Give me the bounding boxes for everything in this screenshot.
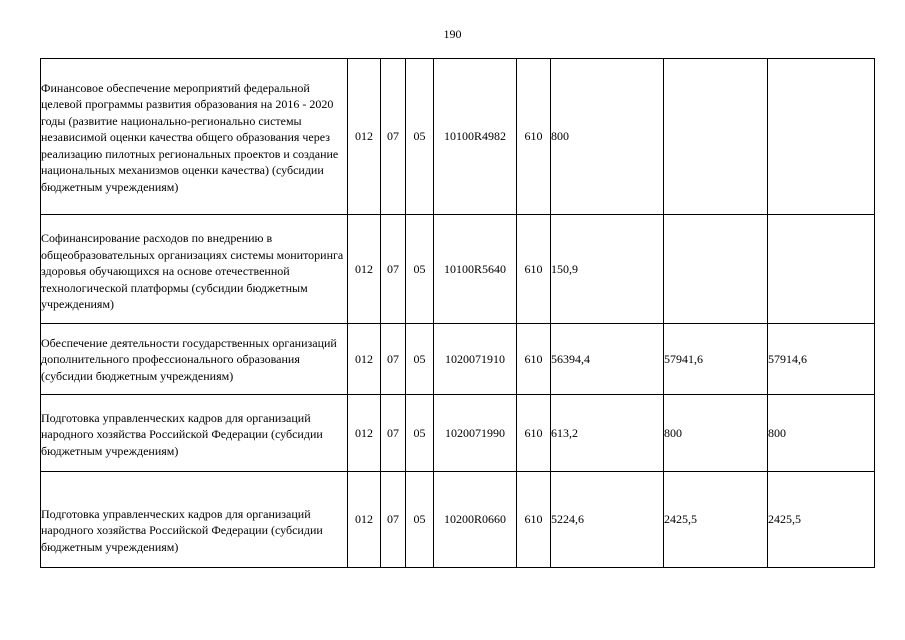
row-description: Финансовое обеспечение мероприятий федеральной целевой программы развития образования на 2016 - 2020 годы (развитие национально-регионально системы независимой оценки качества общего образования через реализацию пилотных региональных проектов и создание национальных механизмов оценки качества) (субсидии бюджетным учреждениям)	[41, 59, 348, 215]
subsection-code: 05	[406, 472, 434, 568]
ministry-code: 012	[348, 324, 381, 395]
ministry-code: 012	[348, 472, 381, 568]
amount-year-2: 57941,6	[664, 324, 768, 395]
amount-year-2	[664, 59, 768, 215]
target-article-code: 10100R4982	[434, 59, 517, 215]
amount-year-1: 800	[551, 59, 664, 215]
expense-type-code: 610	[517, 472, 551, 568]
amount-year-1: 5224,6	[551, 472, 664, 568]
subsection-code: 05	[406, 215, 434, 324]
row-description: Подготовка управленческих кадров для организаций народного хозяйства Российской Федерации (субсидии бюджетным учреждениям)	[41, 395, 348, 472]
amount-year-3	[768, 215, 875, 324]
amount-year-1: 56394,4	[551, 324, 664, 395]
amount-year-3: 57914,6	[768, 324, 875, 395]
subsection-code: 05	[406, 324, 434, 395]
amount-year-3: 800	[768, 395, 875, 472]
section-code: 07	[381, 215, 406, 324]
table-row	[41, 472, 875, 568]
target-article-code: 10200R0660	[434, 472, 517, 568]
table-row	[41, 215, 875, 324]
row-description: Обеспечение деятельности государственных организаций дополнительного профессионального образования (субсидии бюджетным учреждениям)	[41, 324, 348, 395]
page-number: 190	[443, 27, 462, 41]
expense-type-code: 610	[517, 395, 551, 472]
amount-year-2	[664, 215, 768, 324]
amount-year-1: 613,2	[551, 395, 664, 472]
row-description: Софинансирование расходов по внедрению в общеобразовательных организациях системы мониторинга здоровья обучающихся на основе отечественной технологической платформы (субсидии бюджетным учреждениям)	[41, 215, 348, 324]
target-article-code: 1020071990	[434, 395, 517, 472]
section-code: 07	[381, 59, 406, 215]
amount-year-1: 150,9	[551, 215, 664, 324]
table-row	[41, 324, 875, 395]
ministry-code: 012	[348, 59, 381, 215]
table-row	[41, 395, 875, 472]
expense-type-code: 610	[517, 215, 551, 324]
amount-year-2: 2425,5	[664, 472, 768, 568]
target-article-code: 1020071910	[434, 324, 517, 395]
amount-year-3	[768, 59, 875, 215]
expense-type-code: 610	[517, 59, 551, 215]
row-description: Подготовка управленческих кадров для организаций народного хозяйства Российской Федерации (субсидии бюджетным учреждениям)	[41, 472, 348, 568]
target-article-code: 10100R5640	[434, 215, 517, 324]
section-code: 07	[381, 472, 406, 568]
amount-year-3: 2425,5	[768, 472, 875, 568]
subsection-code: 05	[406, 59, 434, 215]
section-code: 07	[381, 395, 406, 472]
ministry-code: 012	[348, 215, 381, 324]
expense-type-code: 610	[517, 324, 551, 395]
ministry-code: 012	[348, 395, 381, 472]
section-code: 07	[381, 324, 406, 395]
subsection-code: 05	[406, 395, 434, 472]
amount-year-2: 800	[664, 395, 768, 472]
table-row	[41, 59, 875, 215]
budget-table	[40, 58, 875, 568]
